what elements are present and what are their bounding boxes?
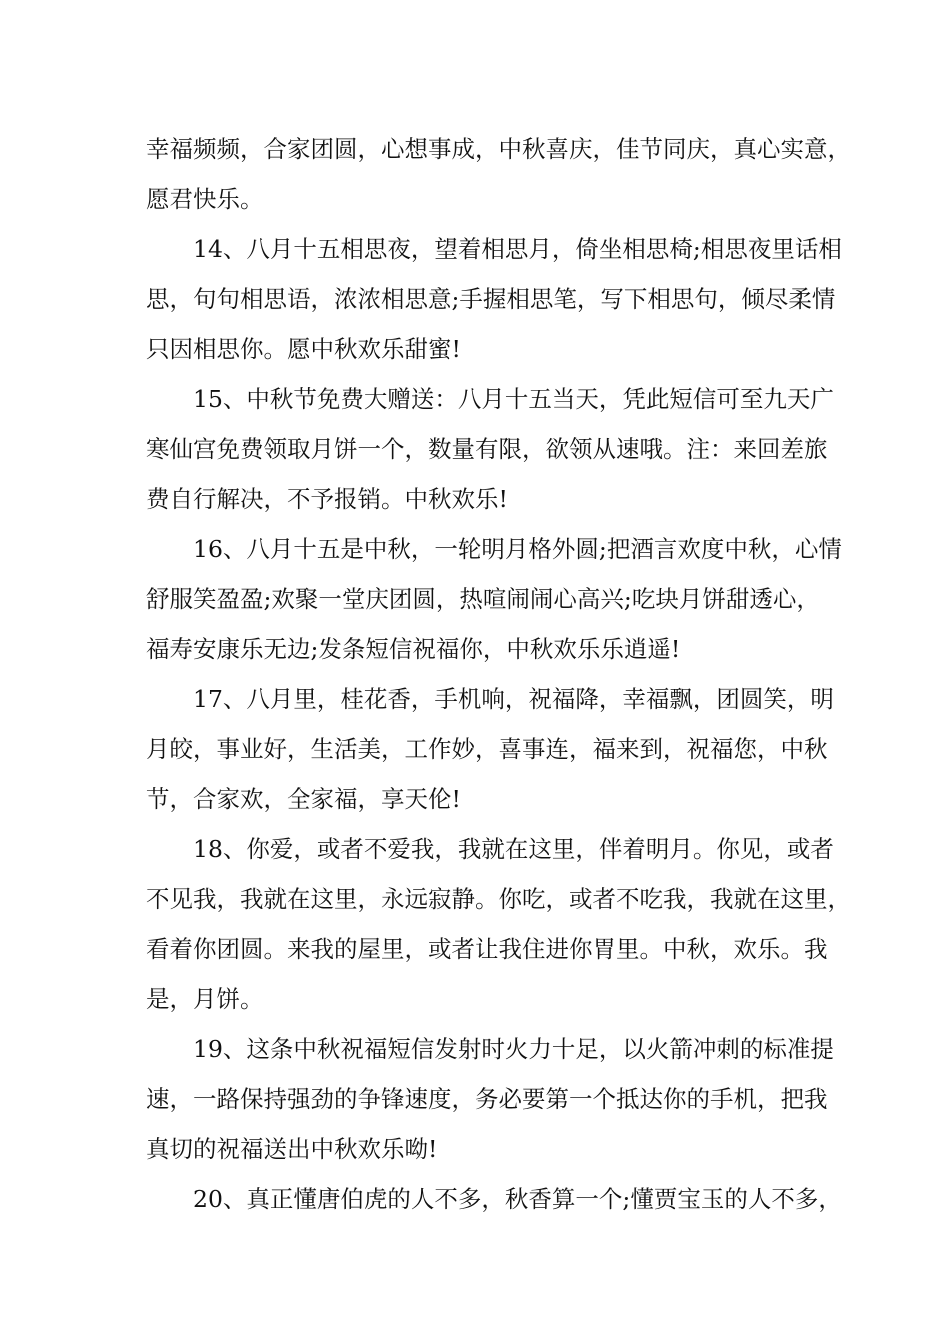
text-line: 是，月饼。	[146, 985, 264, 1013]
paragraph-14	[146, 224, 842, 374]
text-line: 思，句句相思语，浓浓相思意;手握相思笔，写下相思句，倾尽柔情	[146, 285, 836, 313]
text-line: 不见我，我就在这里，永远寂静。你吃，或者不吃我，我就在这里，	[146, 885, 851, 913]
text-line: 速，一路保持强劲的争锋速度，务必要第一个抵达你的手机，把我	[146, 1085, 828, 1113]
text-line: 愿君快乐。	[146, 185, 264, 213]
text-line: 舒服笑盈盈;欢聚一堂庆团圆，热喧闹闹心高兴;吃块月饼甜透心，	[146, 585, 820, 613]
text-line: 幸福频频，合家团圆，心想事成，中秋喜庆，佳节同庆，真心实意，	[146, 135, 851, 163]
text-line: 17、八月里，桂花香，手机响，祝福降，幸福飘，团圆笑，明	[193, 685, 834, 713]
document-body	[146, 124, 851, 1224]
text-line: 节，合家欢，全家福，享天伦!	[146, 785, 461, 813]
paragraph-20	[146, 1174, 842, 1224]
paragraph-15	[146, 374, 834, 524]
text-line: 月皎，事业好，生活美，工作妙，喜事连，福来到，祝福您，中秋	[146, 735, 828, 763]
text-line: 费自行解决，不予报销。中秋欢乐!	[146, 485, 508, 513]
text-line: 寒仙宫免费领取月饼一个，数量有限，欲领从速哦。注：来回差旅	[146, 435, 828, 463]
paragraph-16	[146, 524, 842, 674]
text-line: 20、真正懂唐伯虎的人不多，秋香算一个;懂贾宝玉的人不多，	[193, 1185, 842, 1213]
text-line: 18、你爱，或者不爱我，我就在这里，伴着明月。你见，或者	[193, 835, 834, 863]
paragraph-19	[146, 1024, 834, 1174]
text-line: 只因相思你。愿中秋欢乐甜蜜!	[146, 335, 461, 363]
text-line: 19、这条中秋祝福短信发射时火力十足，以火箭冲刺的标准提	[193, 1035, 834, 1063]
text-line: 真切的祝福送出中秋欢乐呦!	[146, 1135, 438, 1163]
text-line: 14、八月十五相思夜，望着相思月，倚坐相思椅;相思夜里话相	[193, 235, 842, 263]
text-line: 16、八月十五是中秋，一轮明月格外圆;把酒言欢度中秋，心情	[193, 535, 842, 563]
text-line: 15、中秋节免费大赠送：八月十五当天，凭此短信可至九天广	[193, 385, 834, 413]
text-line: 福寿安康乐无边;发条短信祝福你，中秋欢乐乐逍遥!	[146, 635, 681, 663]
paragraph-17	[146, 674, 834, 824]
text-line: 看着你团圆。来我的屋里，或者让我住进你胃里。中秋，欢乐。我	[146, 935, 828, 963]
paragraph-18	[146, 824, 851, 1024]
paragraph-continued	[146, 124, 851, 224]
